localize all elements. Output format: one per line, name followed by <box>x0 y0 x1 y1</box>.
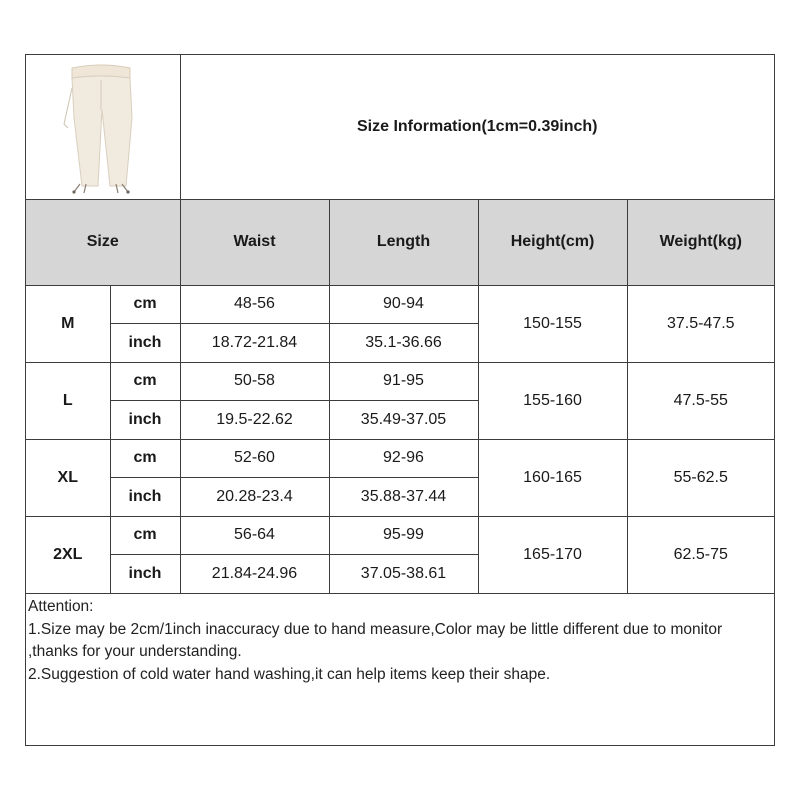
waist-inch: 19.5-22.62 <box>180 400 329 439</box>
weight-value: 55-62.5 <box>627 439 774 516</box>
waist-cm: 48-56 <box>180 285 329 323</box>
table-row <box>26 362 774 400</box>
waist-inch: 21.84-24.96 <box>180 554 329 593</box>
unit-label: cm <box>110 439 180 477</box>
weight-value: 47.5-55 <box>627 362 774 439</box>
unit-label: inch <box>110 400 180 439</box>
notes-line-1: 1.Size may be 2cm/1inch inaccuracy due to hand measure,Color may be little different due to monitor ,thanks for your understanding. <box>28 620 723 660</box>
product-image <box>26 58 180 196</box>
table-row <box>26 285 774 323</box>
notes-heading: Attention: <box>28 598 94 615</box>
header-waist: Waist <box>180 199 329 285</box>
length-cm: 92-96 <box>329 439 478 477</box>
unit-label: inch <box>110 554 180 593</box>
length-cm: 95-99 <box>329 516 478 554</box>
height-value: 165-170 <box>478 516 627 593</box>
pants-illustration <box>26 58 180 196</box>
height-value: 160-165 <box>478 439 627 516</box>
size-label: M <box>26 285 110 362</box>
height-value: 155-160 <box>478 362 627 439</box>
length-cm: 91-95 <box>329 362 478 400</box>
unit-label: inch <box>110 477 180 516</box>
size-table <box>26 55 774 594</box>
header-size: Size <box>26 199 180 285</box>
size-label: 2XL <box>26 516 110 593</box>
table-row <box>26 516 774 554</box>
waist-cm: 52-60 <box>180 439 329 477</box>
size-label: L <box>26 362 110 439</box>
unit-label: cm <box>110 285 180 323</box>
waist-cm: 50-58 <box>180 362 329 400</box>
size-chart-sheet <box>25 54 775 746</box>
attention-notes <box>28 596 768 686</box>
notes-line-2: 2.Suggestion of cold water hand washing,it can help items keep their shape. <box>28 665 551 683</box>
header-height: Height(cm) <box>478 199 627 285</box>
waist-inch: 18.72-21.84 <box>180 323 329 362</box>
header-length: Length <box>329 199 478 285</box>
length-inch: 35.88-37.44 <box>329 477 478 516</box>
waist-cm: 56-64 <box>180 516 329 554</box>
length-inch: 35.49-37.05 <box>329 400 478 439</box>
unit-label: cm <box>110 362 180 400</box>
length-inch: 37.05-38.61 <box>329 554 478 593</box>
size-label: XL <box>26 439 110 516</box>
unit-label: inch <box>110 323 180 362</box>
header-weight: Weight(kg) <box>627 199 774 285</box>
chart-title: Size Information(1cm=0.39inch) <box>180 55 774 199</box>
height-value: 150-155 <box>478 285 627 362</box>
product-image-cell <box>26 55 180 199</box>
table-row <box>26 439 774 477</box>
unit-label: cm <box>110 516 180 554</box>
weight-value: 37.5-47.5 <box>627 285 774 362</box>
waist-inch: 20.28-23.4 <box>180 477 329 516</box>
weight-value: 62.5-75 <box>627 516 774 593</box>
length-inch: 35.1-36.66 <box>329 323 478 362</box>
length-cm: 90-94 <box>329 285 478 323</box>
